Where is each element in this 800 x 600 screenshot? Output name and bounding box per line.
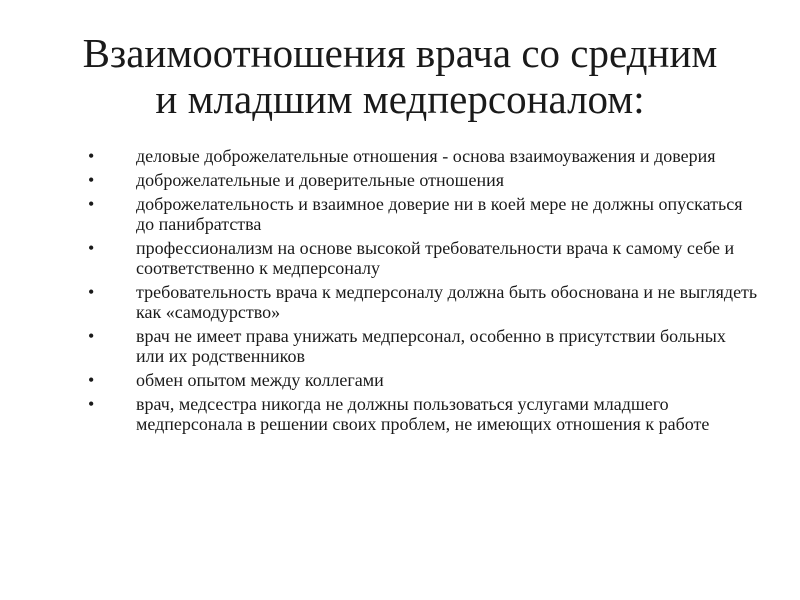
bullet-dot-icon: • (88, 370, 95, 390)
bullet-text: врач, медсестра никогда не должны пользоваться услугами младшего медперсонала в решении своих проблем, не имеющих отношения к работе (136, 394, 710, 434)
bullet-item-3 (88, 194, 758, 234)
bullet-dot-icon: • (88, 238, 95, 258)
bullet-dot-icon: • (88, 146, 95, 166)
bullet-text: обмен опытом между коллегами (136, 370, 384, 390)
bullet-text: доброжелательность и взаимное доверие ни в коей мере не должны опускаться до панибратства (136, 194, 743, 234)
bullet-text: врач не имеет права унижать медперсонал, особенно в присутствии больных или их родственников (136, 326, 726, 366)
bullet-text: требовательность врача к медперсоналу должна быть обоснована и не выглядеть как «самодурство» (136, 282, 758, 322)
bullet-list (88, 146, 758, 438)
bullet-text: деловые доброжелательные отношения - основа взаимоуважения и доверия (136, 146, 716, 166)
bullet-item-8 (88, 394, 758, 434)
bullet-item-2 (88, 170, 758, 190)
bullet-dot-icon: • (88, 170, 95, 190)
bullet-dot-icon: • (88, 282, 95, 302)
bullet-dot-icon: • (88, 394, 95, 414)
slide-title (20, 30, 780, 122)
bullet-item-6 (88, 326, 758, 366)
bullet-item-5 (88, 282, 758, 322)
bullet-dot-icon: • (88, 326, 95, 346)
bullet-dot-icon: • (88, 194, 95, 214)
bullet-text: доброжелательные и доверительные отношения (136, 170, 505, 190)
slide-title-line-1: Взаимоотношения врача со средним (82, 30, 718, 76)
slide-title-line-2: и младшим медперсоналом: (155, 76, 645, 122)
bullet-item-7 (88, 370, 758, 390)
bullet-item-4 (88, 238, 758, 278)
bullet-item-1 (88, 146, 758, 166)
bullet-text: профессионализм на основе высокой требовательности врача к самому себе и соответственно к медперсоналу (136, 238, 735, 278)
